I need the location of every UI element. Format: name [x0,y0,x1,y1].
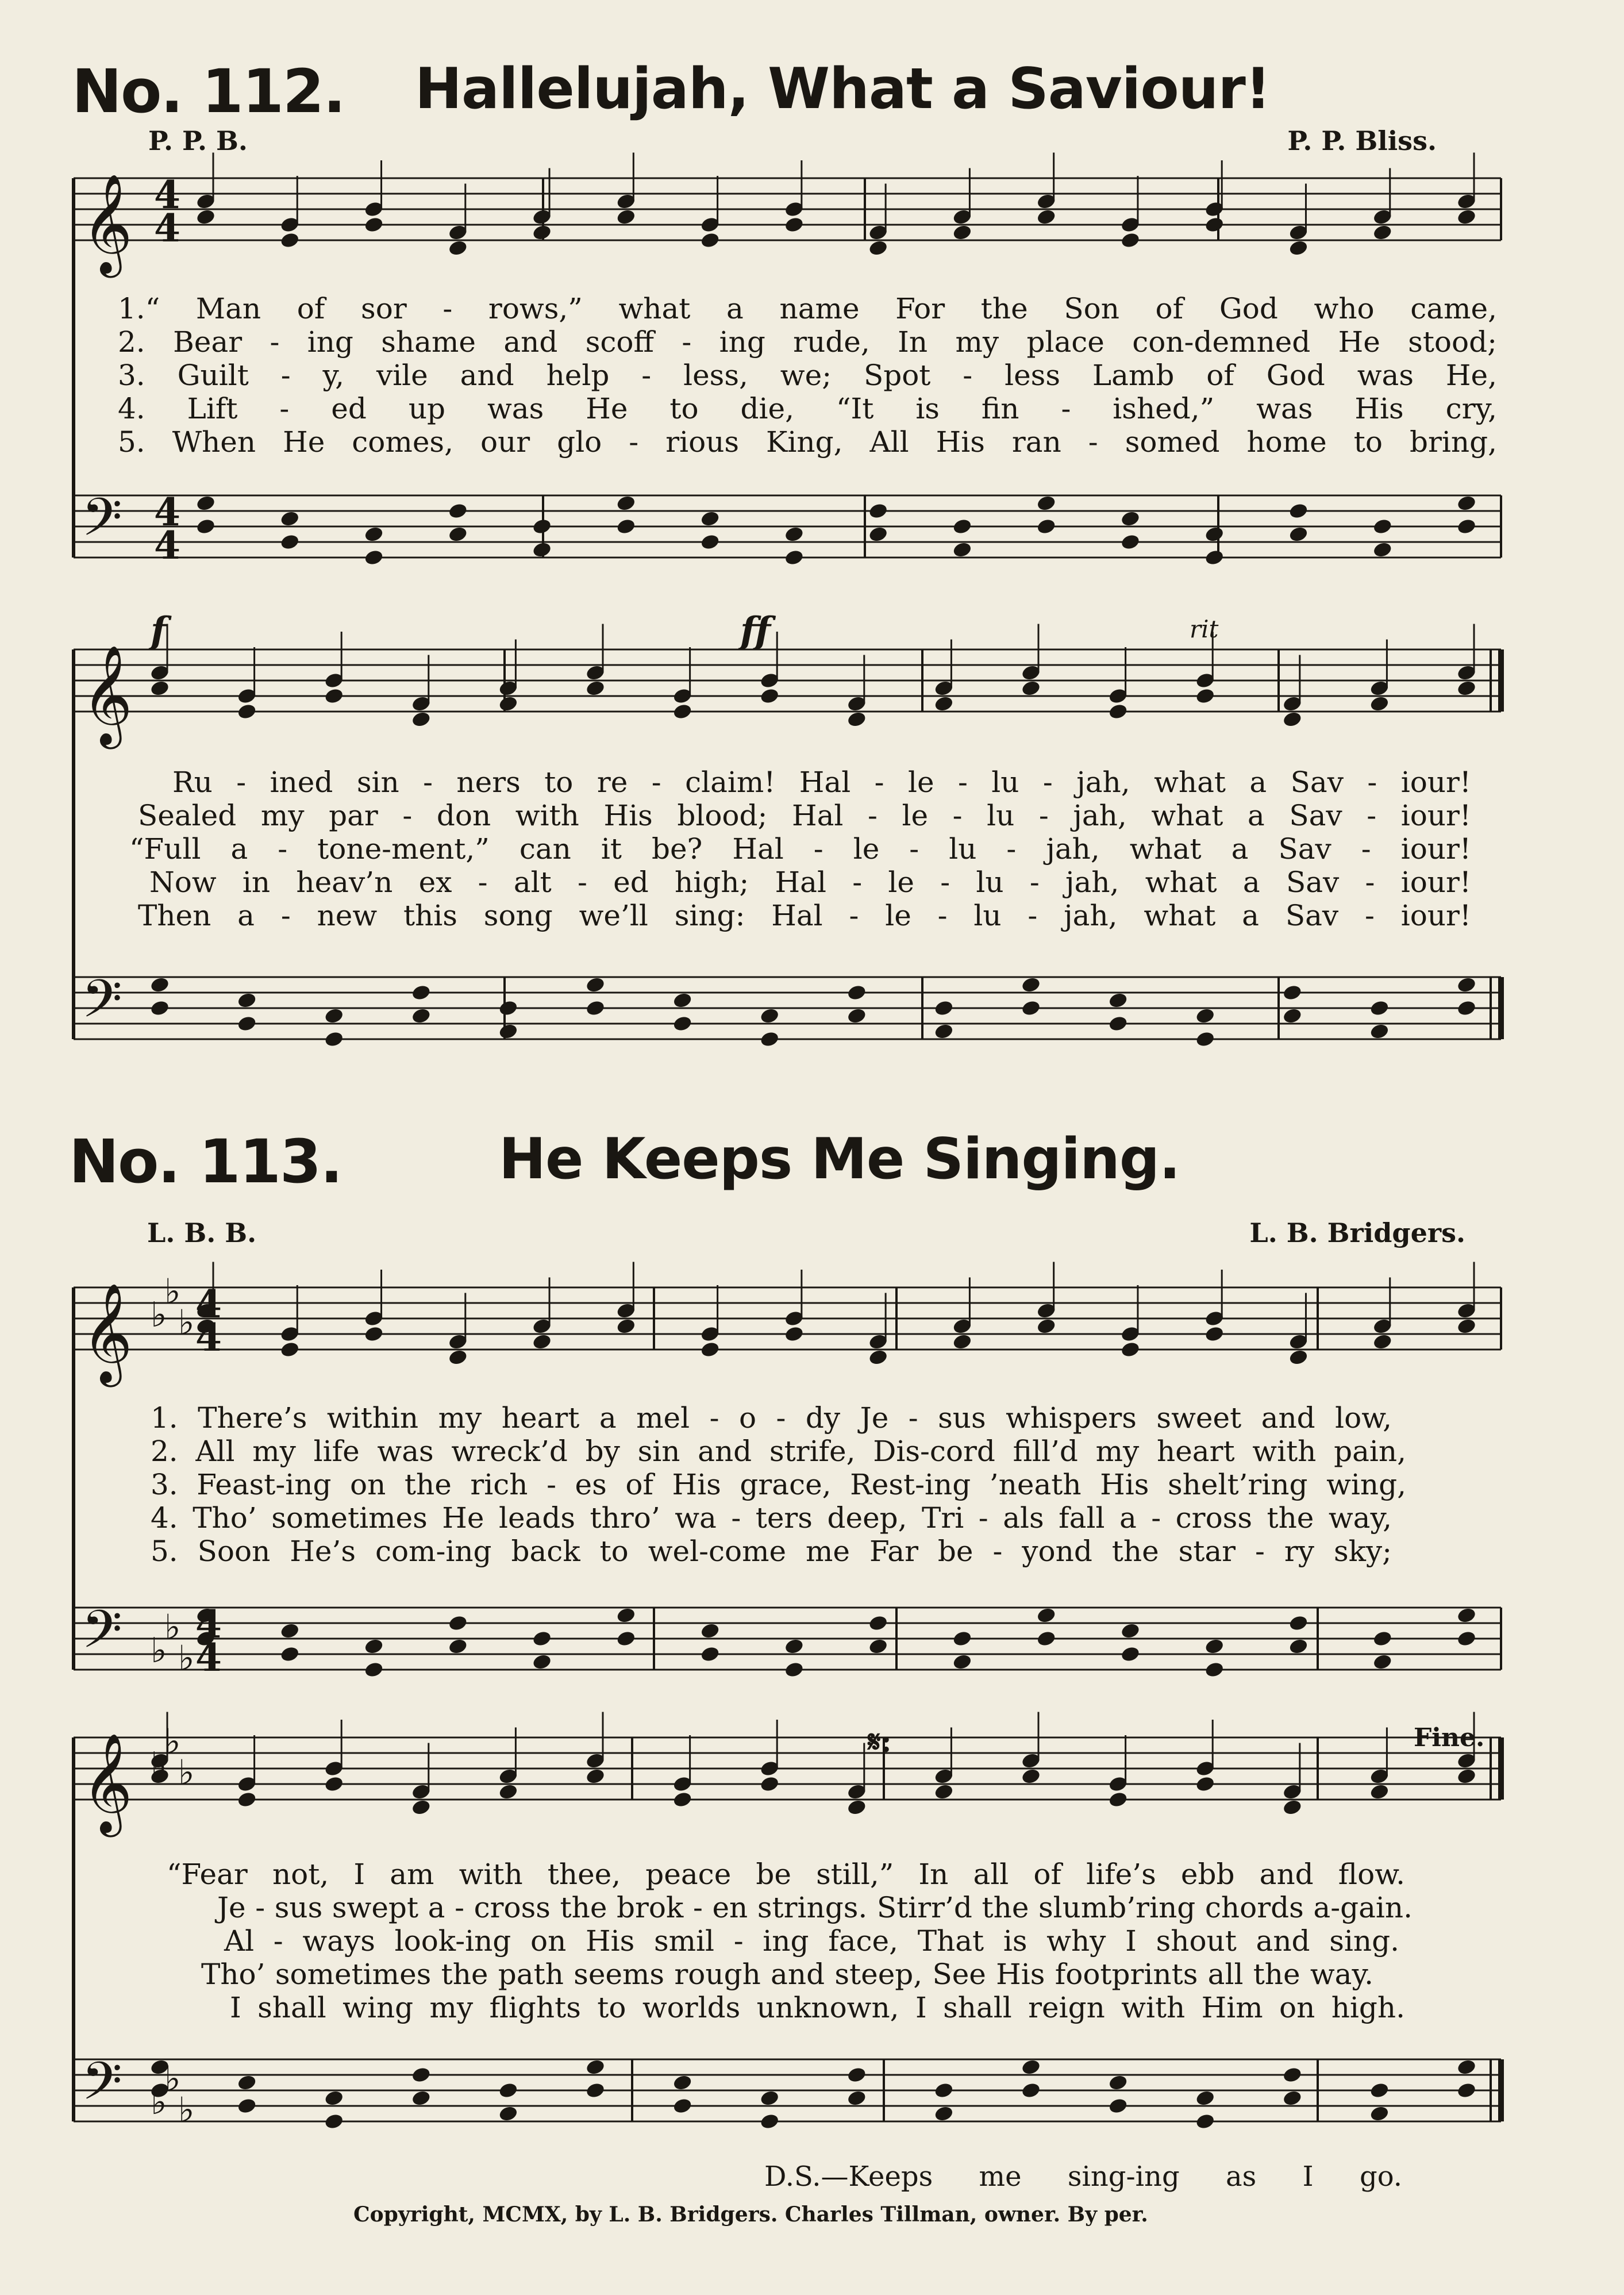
note-head [1456,2082,1477,2100]
note-head [1456,1606,1477,1624]
note-head [279,1622,300,1640]
note-head [1282,2089,1303,2107]
note-head [1021,1000,1041,1017]
hymn-113-line1-verse1: 1. There’s within my heart a mel - o - dy Je - sus whispers sweet and low, [151,1401,1392,1435]
hymn-113-line2-verse1: “Fear not, I am with thee, peace be still,” In all of life’s ebb and flow. [167,1858,1405,1891]
note-head [759,2113,780,2131]
note-head [934,1022,955,1040]
hymn-113-number: No. 113. [69,1127,342,1197]
note-head [952,541,973,559]
note-head [532,1333,552,1351]
hymn-112-words-credit: P. P. B. [148,125,248,156]
note-head [1108,1015,1129,1033]
note-head [585,2082,606,2100]
hymn-112-line1-verse5: 5. When He comes, our glo - rious King, All His ran - somed home to bring, [118,425,1497,459]
note-head [498,2105,519,2123]
note-head [1456,208,1477,226]
note-head [532,1653,552,1671]
note-head [411,1007,432,1025]
hymn-112-number: No. 112. [72,56,345,126]
note-head [1195,1775,1215,1793]
note-head [279,1341,300,1359]
note-head [364,216,384,234]
note-head [411,2089,432,2107]
note-head [784,216,805,234]
note-head [1204,1637,1225,1655]
note-head [532,541,552,559]
flat-sign: ♭ [178,2090,195,2131]
note-head [615,518,636,536]
note-head [868,1614,888,1632]
note-head [279,510,300,528]
note-head [1036,1317,1057,1335]
note-head [364,1325,384,1343]
segno-sign: 𝄋: [868,1724,892,1759]
note-head [846,1798,867,1816]
note-head [279,232,300,249]
note-head [364,549,384,567]
note-head [411,984,432,1002]
note-head [1036,494,1057,512]
hymn-113-line1-verse4: 4. Tho’ sometimes He leads thro’ wa - ters deep, Tri - als fall a - cross the way, [151,1501,1392,1535]
note-head [1036,1606,1057,1624]
note-head [868,525,888,543]
note-head [1120,510,1141,528]
note-head [1021,2082,1041,2100]
note-head [846,2089,867,2107]
time-signature-bottom: 4 [154,523,180,568]
bass-clef: 𝄢 [82,1599,122,1673]
note-head [1369,1022,1390,1040]
note-head [195,208,216,226]
flat-sign: ♭ [164,1607,181,1648]
fortissimo-mark: ff [740,609,771,652]
hymn-112-line2-verse1: Ru - ined sin - ners to re - claim! Hal - le - lu - jah, what a Sav - iour! [172,766,1471,799]
note-head [700,1646,721,1663]
hymn-112-line1-verse1: 1.“ Man of sor - rows,” what a name For the Son of God who came, [118,292,1497,325]
time-signature-top: 4 [195,1602,222,1647]
flat-sign: ♭ [164,2059,181,2100]
note-head [324,687,344,705]
note-head [1108,2097,1129,2115]
note-head [1369,2082,1390,2100]
note-head [784,1325,805,1343]
note-head [585,1767,606,1785]
treble-clef: 𝄞 [82,174,133,274]
note-head [1456,494,1477,512]
note-head [1456,1630,1477,1648]
note-head [1372,1333,1393,1351]
note-head [672,1015,693,1033]
note-head [237,2074,257,2092]
note-head [1108,991,1129,1009]
note-head [759,2089,780,2107]
note-head [1108,2074,1129,2092]
note-head [411,2066,432,2084]
note-head [1282,984,1303,1002]
note-head [498,1022,519,1040]
note-head [1282,1798,1303,1816]
note-head [1282,1007,1303,1025]
note-head [237,2097,257,2115]
note-head [1456,976,1477,994]
note-head [237,1791,257,1809]
time-signature-top: 4 [154,490,180,535]
bass-clef: 𝄢 [82,968,122,1042]
note-head [411,1798,432,1816]
note-head [700,510,721,528]
bass-clef: 𝄢 [82,2051,122,2124]
note-head [585,2058,606,2076]
flat-sign: ♭ [151,2082,167,2123]
note-head [1108,703,1129,721]
note-head [195,518,216,536]
note-head [868,502,888,520]
dal-segno-line: D.S.—Keeps me sing-ing as I go. [764,2161,1402,2193]
hymn-113-music-credit: L. B. Bridgers. [1249,1217,1465,1248]
flat-sign: ♭ [151,1295,167,1335]
note-head [1204,1325,1225,1343]
hymn-112-line2-verse5: Then a - new this song we’ll sing: Hal - le - lu - jah, what a Sav - iour! [138,899,1471,932]
note-head [532,518,552,536]
note-head [952,224,973,241]
note-head [1288,1614,1309,1632]
note-head [1195,2089,1215,2107]
note-head [1195,2113,1215,2131]
flat-sign: ♭ [178,1638,195,1679]
note-head [1204,1661,1225,1679]
note-head [411,710,432,728]
note-head [364,1637,384,1655]
note-head [1288,1637,1309,1655]
note-head [934,695,955,713]
note-head [1288,502,1309,520]
note-head [1021,2058,1041,2076]
note-head [1288,1348,1309,1366]
note-head [1456,1317,1477,1335]
treble-clef: 𝄞 [82,645,133,745]
note-head [700,232,721,249]
note-head [672,991,693,1009]
note-head [195,494,216,512]
note-head [1288,525,1309,543]
note-head [672,2074,693,2092]
fine-mark: Fine. [1414,1723,1485,1752]
time-signature-bottom: 4 [154,206,180,251]
note-head [324,1007,344,1025]
note-head [700,1622,721,1640]
note-head [448,502,468,520]
note-head [784,525,805,543]
note-head [324,2089,344,2107]
note-head [846,1007,867,1025]
note-head [1372,1653,1393,1671]
note-head [498,1000,519,1017]
flat-sign: ♭ [151,1745,167,1785]
note-head [952,1333,973,1351]
note-head [1120,533,1141,551]
time-signature-bottom: 4 [195,1635,222,1680]
note-head [1282,710,1303,728]
note-head [448,1614,468,1632]
note-head [1456,518,1477,536]
note-head [952,1630,973,1648]
forte-mark: f [151,609,167,652]
note-head [672,703,693,721]
note-head [1120,232,1141,249]
flat-sign: ♭ [164,1721,181,1762]
note-head [448,239,468,257]
note-head [1288,239,1309,257]
hymn-113-line1-verse5: 5. Soon He’s com-ing back to wel-come me Far be - yond the star - ry sky; [151,1535,1392,1568]
ritardando-mark: rit [1190,615,1219,643]
note-head [237,991,257,1009]
note-head [868,239,888,257]
note-head [1369,2105,1390,2123]
note-head [868,1637,888,1655]
note-head [498,2082,519,2100]
note-head [1204,216,1225,234]
flat-sign: ♭ [164,1271,181,1312]
note-head [846,710,867,728]
note-head [532,1630,552,1648]
note-head [1372,541,1393,559]
note-head [1021,976,1041,994]
note-head [1195,1007,1215,1025]
note-head [1372,224,1393,241]
note-head [585,1000,606,1017]
note-head [1456,1000,1477,1017]
note-head [149,976,170,994]
note-head [448,1348,468,1366]
note-head [448,525,468,543]
note-head [759,687,780,705]
note-head [952,1653,973,1671]
note-head [1120,1622,1141,1640]
note-head [1036,1630,1057,1648]
note-head [934,1000,955,1017]
note-head [279,533,300,551]
hymn-113-line1-verse2: 2. All my life was wreck’d by sin and strife, Dis-cord fill’d my heart with pain, [151,1435,1406,1468]
note-head [1372,1630,1393,1648]
hymn-112-line2-verse3: “Full a - tone-ment,” can it be? Hal - le - lu - jah, what a Sav - iour! [129,832,1471,866]
hymn-113-words-credit: L. B. B. [147,1217,257,1248]
note-head [1195,687,1215,705]
note-head [846,2066,867,2084]
note-head [868,1348,888,1366]
note-head [934,1783,955,1801]
note-head [498,1783,519,1801]
copyright-notice: Copyright, MCMX, by L. B. Bridgers. Charles Tillman, owner. By per. [353,2202,1148,2227]
time-signature-top: 4 [195,1282,222,1327]
note-head [237,1015,257,1033]
note-head [952,518,973,536]
time-signature-top: 4 [154,172,180,217]
note-head [672,2097,693,2115]
note-head [1369,1000,1390,1017]
note-head [1195,1031,1215,1048]
hymn-113-line2-verse5: I shall wing my flights to worlds unknown, I shall reign with Him on high. [230,1991,1405,2024]
note-head [934,2105,955,2123]
treble-clef: 𝄞 [82,1733,133,1833]
hymn-113-line2-verse2: Je - sus swept a - cross the brok - en strings. Stirr’d the slumb’ring chords a-gain. [217,1891,1413,1924]
note-head [759,1031,780,1048]
hymn-112-line1-verse2: 2. Bear - ing shame and scoff - ing rude, In my place con-demned He stood; [118,325,1497,359]
note-head [1369,695,1390,713]
hymn-112-title: Hallelujah, What a Saviour! [415,56,1271,122]
note-head [498,695,519,713]
note-head [448,1637,468,1655]
note-head [934,2082,955,2100]
note-head [615,1630,636,1648]
hymn-112-line1-verse3: 3. Guilt - y, vile and help - less, we; Spot - less Lamb of God was He, [118,359,1497,392]
bass-clef: 𝄢 [82,487,122,560]
note-head [1369,1783,1390,1801]
hymn-112-line1-verse4: 4. Lift - ed up was He to die, “It is fin - ished,” was His cry, [118,392,1497,425]
note-head [1021,679,1041,697]
note-head [149,1000,170,1017]
note-head [615,1317,636,1335]
note-head [784,1661,805,1679]
note-head [1282,2066,1303,2084]
hymn-113-line1-verse3: 3. Feast-ing on the rich - es of His grace, Rest-ing ’neath His shelt’ring wing, [151,1468,1406,1501]
note-head [532,224,552,241]
note-head [364,525,384,543]
note-head [364,1661,384,1679]
note-head [1456,2058,1477,2076]
note-head [1204,525,1225,543]
note-head [279,1646,300,1663]
flat-sign: ♭ [151,1631,167,1671]
note-head [1372,518,1393,536]
hymn-113-line2-verse4: Tho’ sometimes the path seems rough and steep, See His footprints all the way. [201,1958,1373,1991]
note-head [1204,549,1225,567]
note-head [237,703,257,721]
hymn-112-line2-verse4: Now in heav’n ex - alt - ed high; Hal - le - lu - jah, what a Sav - iour! [149,866,1471,899]
note-head [324,1775,344,1793]
note-head [759,1775,780,1793]
note-head [1120,1646,1141,1663]
note-head [846,984,867,1002]
note-head [149,679,170,697]
hymn-112-line2-verse2: Sealed my par - don with His blood; Hal - le - lu - jah, what a Sav - iour! [138,799,1471,832]
time-signature-bottom: 4 [195,1315,222,1360]
note-head [1036,208,1057,226]
note-head [324,2113,344,2131]
flat-sign: ♭ [178,1752,195,1793]
note-head [585,679,606,697]
note-head [1456,1767,1477,1785]
note-head [1036,518,1057,536]
note-head [1120,1341,1141,1359]
hymn-112-music-credit: P. P. Bliss. [1287,125,1437,156]
note-head [759,1007,780,1025]
note-head [700,1341,721,1359]
note-head [784,1637,805,1655]
flat-sign: ♭ [178,1302,195,1343]
note-head [615,494,636,512]
hymn-113-title: He Keeps Me Singing. [499,1127,1180,1192]
note-head [615,1606,636,1624]
note-head [672,1791,693,1809]
note-head [324,1031,344,1048]
note-head [585,976,606,994]
note-head [615,208,636,226]
note-head [1108,1791,1129,1809]
note-head [700,533,721,551]
treble-clef: 𝄞 [82,1283,133,1383]
note-head [1456,679,1477,697]
note-head [784,549,805,567]
hymn-113-line2-verse3: Al - ways look-ing on His smil - ing face, That is why I shout and sing. [224,1924,1399,1958]
note-head [1021,1767,1041,1785]
